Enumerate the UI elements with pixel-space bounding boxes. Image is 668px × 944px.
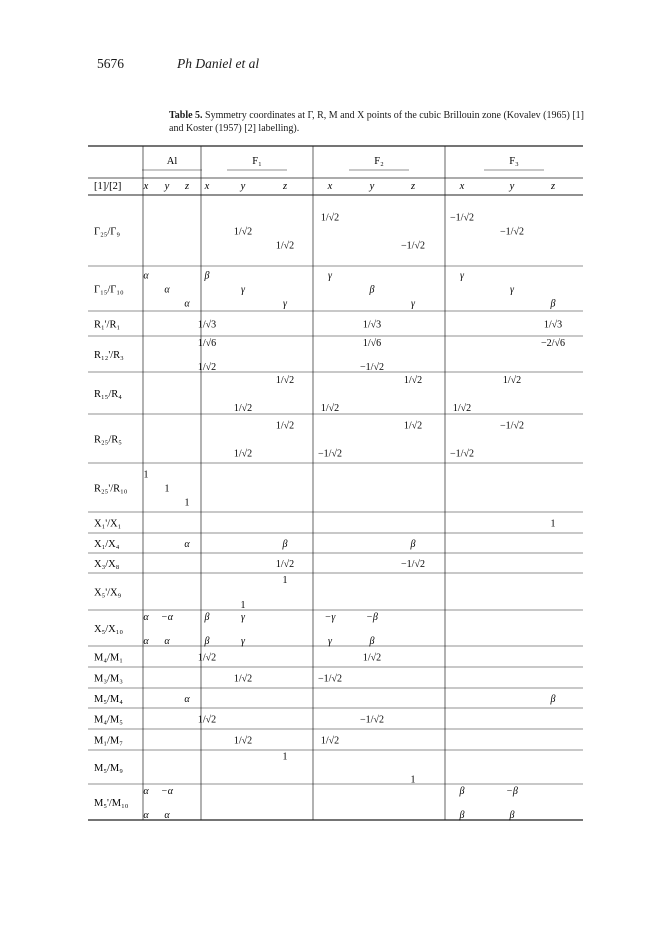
group-header: F₃ <box>509 156 519 167</box>
table-cell-value: β <box>204 636 210 647</box>
table-cell-value: γ <box>460 270 464 282</box>
table-cell-value: 1/√3 <box>362 319 382 331</box>
table-cell-value: −α <box>161 612 173 623</box>
running-title: Ph Daniel et al <box>177 56 260 71</box>
table-cell-value: −2/√6 <box>541 338 565 349</box>
table-cell-value: −1/√2 <box>401 240 425 252</box>
table-cell-value: 1/√2 <box>233 226 253 238</box>
row-label: R₁₅/R₄ <box>94 389 122 400</box>
table-cell-value: 1 <box>184 497 190 509</box>
group-header: F₂ <box>374 156 384 167</box>
row-label: R₁₂'/R₃ <box>94 350 124 361</box>
table-cell-value: α <box>164 810 170 821</box>
row-label: X₁'/X₁ <box>94 518 122 530</box>
row-header-label: [1]/[2] <box>94 181 122 192</box>
row-label: M₅/M₉ <box>94 763 123 774</box>
table-cell-value: 1/√2 <box>197 714 217 726</box>
table-cell-value: 1/√2 <box>233 403 253 414</box>
axis-label: x <box>459 181 465 192</box>
table-cell-value: 1/√2 <box>320 735 340 747</box>
table-cell-value: α <box>143 270 149 282</box>
row-label: R₂₅'/R₁₀ <box>94 483 128 495</box>
axis-label: x <box>204 181 210 192</box>
group-header: Al <box>166 156 178 167</box>
row-label: Γ₁₅/Γ₁₀ <box>94 284 124 296</box>
table-cell-value: 1/√2 <box>233 673 253 685</box>
row-label: R₁'/R₁ <box>94 319 121 331</box>
table-cell-value: 1/√2 <box>320 212 340 224</box>
table-cell-value: −1/√2 <box>360 714 384 726</box>
row-label: M₃/M₃ <box>94 673 123 685</box>
table-cell-value: 1/√2 <box>452 403 472 414</box>
table-cell-value: 1/√2 <box>233 448 253 460</box>
table-cell-value: γ <box>411 298 415 310</box>
table-cell-value: β <box>369 284 375 296</box>
table-cell-value: β <box>369 636 375 647</box>
table-cell-value: β <box>204 270 210 282</box>
table-cell-value: 1 <box>282 575 288 587</box>
table-cell-value: −1/√2 <box>318 673 342 685</box>
axis-label: x <box>327 181 333 192</box>
row-label: R₂₅/R₅ <box>94 434 122 446</box>
table-cell-value: −1/√2 <box>500 226 524 238</box>
table-cell-value: α <box>143 786 149 797</box>
table-cell-value: β <box>550 298 556 310</box>
table-cell-value: 1/√2 <box>197 652 217 664</box>
table-cell-value: 1 <box>164 483 170 495</box>
table-cell-value: 1 <box>143 469 149 481</box>
table-cell-value: α <box>184 298 190 310</box>
table-cell-value: 1 <box>282 751 288 763</box>
axis-label: z <box>550 181 556 192</box>
table-cell-value: 1/√3 <box>197 319 217 331</box>
axis-label: x <box>143 181 149 192</box>
table-cell-value: 1 <box>240 599 246 611</box>
table-cell-value: β <box>509 810 515 821</box>
table-cell-value: γ <box>283 298 287 310</box>
table-cell-value: 1/√3 <box>543 319 563 331</box>
axis-label: y <box>240 181 246 192</box>
row-label: M₅'/M₁₀ <box>94 798 129 809</box>
table-cell-value: γ <box>241 636 245 647</box>
row-label: X₅/X₁₀ <box>94 624 124 635</box>
table-cell-value: β <box>282 539 288 550</box>
row-label: X₁/X₄ <box>94 539 120 550</box>
table-cell-value: −1/√2 <box>318 448 342 460</box>
table-cell-value: −β <box>366 612 378 623</box>
table-cell-value: −α <box>161 786 173 797</box>
table-cell-value: 1/√2 <box>320 403 340 414</box>
table-cell-value: γ <box>328 270 332 282</box>
table-cell-value: −1/√2 <box>500 420 524 432</box>
table-cell-value: 1/√6 <box>197 338 217 349</box>
table-cell-value: −1/√2 <box>450 448 474 460</box>
table-cell-value: 1/√2 <box>275 420 295 432</box>
table-cell-value: γ <box>241 612 245 623</box>
table-cell-value: β <box>204 612 210 623</box>
table-cell-value: 1 <box>550 518 556 530</box>
axis-label: z <box>410 181 416 192</box>
table-cell-value: β <box>410 539 416 550</box>
axis-label: y <box>164 181 170 192</box>
table-cell-value: −β <box>506 786 518 797</box>
table-cell-value: α <box>143 612 149 623</box>
axis-label: y <box>509 181 515 192</box>
table-cell-value: 1/√2 <box>197 362 217 373</box>
table-cell-value: α <box>143 810 149 821</box>
row-label: M₄/M₅ <box>94 714 123 726</box>
table-cell-value: 1/√2 <box>233 735 253 747</box>
table-cell-value: 1/√2 <box>275 375 295 386</box>
table-cell-value: 1/√2 <box>362 652 382 664</box>
table-cell-value: α <box>164 636 170 647</box>
table-cell-value: α <box>143 636 149 647</box>
row-label: M₄/M₁ <box>94 652 123 664</box>
table-cell-value: 1/√2 <box>275 559 295 570</box>
table-cell-value: −1/√2 <box>360 362 384 373</box>
table-cell-value: −γ <box>324 612 336 623</box>
row-label: M₁/M₇ <box>94 735 123 747</box>
table-cell-value: α <box>184 694 190 705</box>
axis-label: z <box>184 181 190 192</box>
table-cell-value: γ <box>510 284 514 296</box>
table-cell-value: −1/√2 <box>401 559 425 570</box>
page-number: 5676 <box>97 56 124 71</box>
table-cell-value: β <box>550 694 556 705</box>
axis-label: z <box>282 181 288 192</box>
table-cell-value: β <box>459 810 465 821</box>
axis-label: y <box>369 181 375 192</box>
table-cell-value: α <box>184 539 190 550</box>
table-cell-value: 1/√2 <box>403 420 423 432</box>
table-cell-value: β <box>459 786 465 797</box>
row-label: M₅/M₄ <box>94 694 123 705</box>
table-caption-label: Table 5. <box>169 110 203 121</box>
group-header: F₁ <box>252 156 262 167</box>
table-cell-value: −1/√2 <box>450 212 474 224</box>
table-cell-value: 1/√2 <box>275 240 295 252</box>
table-caption-text: Symmetry coordinates at Γ, R, M and X points of the cubic Brillouin zone (Kovalev (1965) [1] and Koster (1957) [2] labelling). <box>169 110 584 134</box>
table-cell-value: 1 <box>410 774 416 786</box>
table-cell-value: γ <box>328 636 332 647</box>
row-label: X₃/X₈ <box>94 559 120 570</box>
table-cell-value: 1/√2 <box>403 375 423 386</box>
table-cell-value: 1/√2 <box>502 375 522 386</box>
row-label: X₅'/X₉ <box>94 587 122 599</box>
table-cell-value: α <box>164 284 170 296</box>
row-label: Γ₂₅/Γ₉ <box>94 226 121 238</box>
table-cell-value: 1/√6 <box>362 338 382 349</box>
table-cell-value: γ <box>241 284 245 296</box>
